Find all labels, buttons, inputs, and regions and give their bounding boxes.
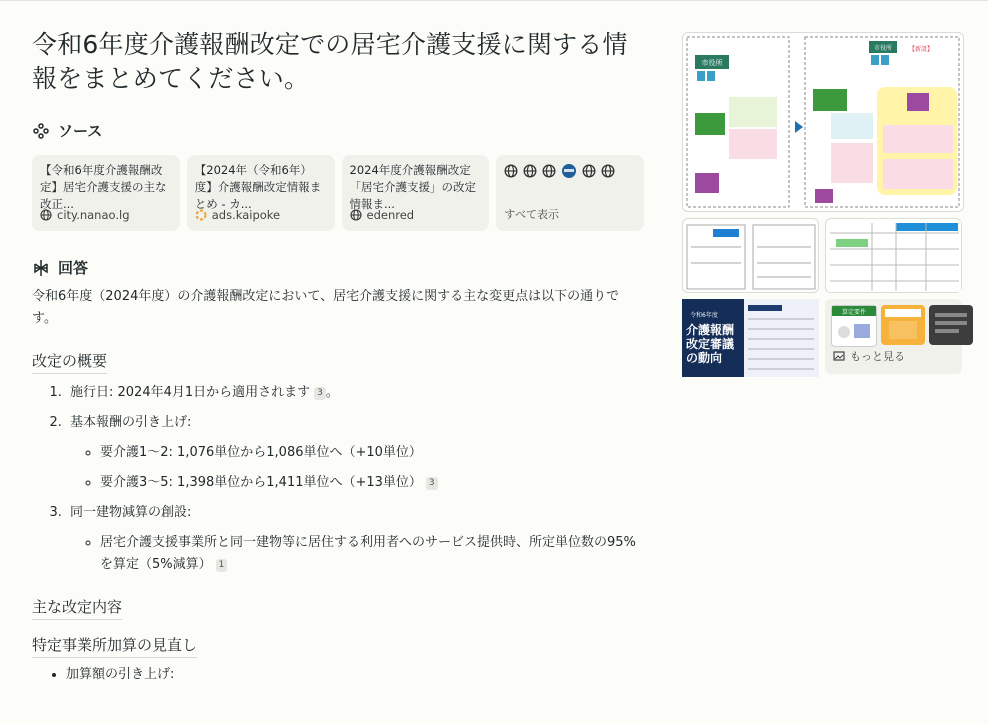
globe-icon	[523, 164, 537, 178]
sub-item-text: 居宅介護支援事業所と同一建物等に居住する利用者へのサービス提供時、所定単位数の95%を算定（5%減算）	[100, 535, 636, 572]
list-item	[66, 412, 644, 494]
globe-icon	[504, 164, 518, 178]
main-changes-heading: 主な改定内容	[32, 596, 122, 620]
source-site-label: edenred	[366, 208, 415, 222]
sub-item-text: 要介護3〜5: 1,398単位から1,411単位へ（+13単位）	[100, 475, 422, 490]
more-images-label: もっと見る	[850, 350, 905, 363]
list-item	[66, 502, 644, 576]
globe-icon	[582, 164, 596, 178]
globe-icon	[40, 209, 52, 221]
gallery-image-book[interactable]	[682, 299, 819, 374]
sources-list	[32, 155, 644, 231]
book-title: 介護報酬改定審議の動向	[686, 323, 735, 365]
answer-logo-icon	[32, 259, 50, 277]
source-card-3[interactable]	[342, 155, 490, 231]
list-item	[66, 382, 644, 404]
gallery-thumb-calc	[831, 305, 877, 347]
sources-heading-label: ソース	[58, 122, 103, 140]
answer-intro: 令和6年度（2024年度）の介護報酬改定において、居宅介護支援に関する主な変更点は以下の通りです。	[32, 289, 620, 326]
globe-icon	[350, 209, 362, 221]
show-all-label: すべて表示	[504, 208, 560, 221]
answer-column	[32, 28, 644, 694]
source-title: 【2024年（令和6年）度】介護報酬改定情報まとめ - カ...	[194, 163, 322, 211]
sub-list-item	[100, 442, 644, 464]
calc-title: 算定要件	[841, 309, 867, 316]
show-all-sources-card[interactable]	[496, 155, 644, 231]
list-item	[66, 664, 644, 686]
source-site-label: city.nanao.lg	[57, 208, 130, 222]
city-hall-label-right: 市役所	[873, 45, 893, 52]
globe-icon	[542, 164, 556, 178]
list-item-text: 基本報酬の引き上げ:	[70, 415, 192, 430]
top-divider	[0, 0, 988, 1]
more-images-card[interactable]	[825, 299, 962, 374]
query-title: 令和6年度介護報酬改定での居宅介護支援に関する情報をまとめてください。	[32, 30, 628, 93]
image-icon	[833, 350, 845, 362]
answer-heading-label: 回答	[58, 259, 89, 277]
source-site	[195, 208, 280, 222]
gallery-image-diagram[interactable]	[682, 32, 964, 212]
kaipoke-logo-icon	[195, 209, 207, 221]
gallery-row-2	[682, 299, 964, 374]
sources-icon	[32, 122, 50, 140]
new-label: 【新設】	[909, 46, 934, 53]
specific-list	[32, 664, 644, 686]
citation-badge[interactable]: 3	[426, 477, 438, 490]
gallery-row-1	[682, 218, 964, 293]
overview-list	[32, 382, 644, 576]
sub-list-item	[100, 472, 644, 494]
source-card-2[interactable]	[187, 155, 335, 231]
more-images-button[interactable]	[833, 348, 905, 364]
sub-item-text: 要介護1〜2: 1,076単位から1,086単位へ（+10単位）	[100, 445, 422, 460]
specific-office-heading: 特定事業所加算の見直し	[32, 634, 197, 658]
citation-badge[interactable]: 3	[314, 387, 326, 400]
citation-badge[interactable]: 1	[216, 559, 228, 572]
source-site	[350, 208, 415, 222]
sources-heading	[32, 120, 644, 141]
source-icons	[504, 164, 636, 178]
gallery-image-chart[interactable]	[682, 218, 819, 293]
city-hall-label-left: 市役所	[701, 59, 723, 67]
gallery-image-table[interactable]	[825, 218, 962, 293]
list-item-tail: 。	[325, 385, 339, 400]
globe-icon	[601, 164, 615, 178]
source-title: 【令和6年度介護報酬改定】居宅介護支援の主な改正...	[40, 163, 167, 211]
image-gallery	[682, 32, 964, 374]
list-item-text: 同一建物減算の創設:	[70, 505, 192, 520]
gallery-thumb-dark	[929, 305, 973, 345]
source-card-1[interactable]	[32, 155, 180, 231]
source-site	[40, 208, 130, 222]
gallery-thumb-orange	[881, 305, 925, 345]
book-tag: 令和6年度	[690, 312, 718, 319]
sub-list	[70, 532, 644, 576]
site-logo-icon	[561, 164, 577, 178]
overview-heading: 改定の概要	[32, 350, 107, 374]
answer-heading	[32, 257, 644, 278]
source-title: 2024年度介護報酬改定「居宅介護支援」の改定情報ま...	[349, 163, 476, 211]
sub-list-item	[100, 532, 644, 576]
source-site-label: ads.kaipoke	[211, 208, 281, 222]
list-item-text: 施行日: 2024年4月1日から適用されます	[70, 385, 311, 400]
list-item-text: 加算額の引き上げ:	[66, 667, 175, 682]
sub-list	[70, 442, 644, 494]
